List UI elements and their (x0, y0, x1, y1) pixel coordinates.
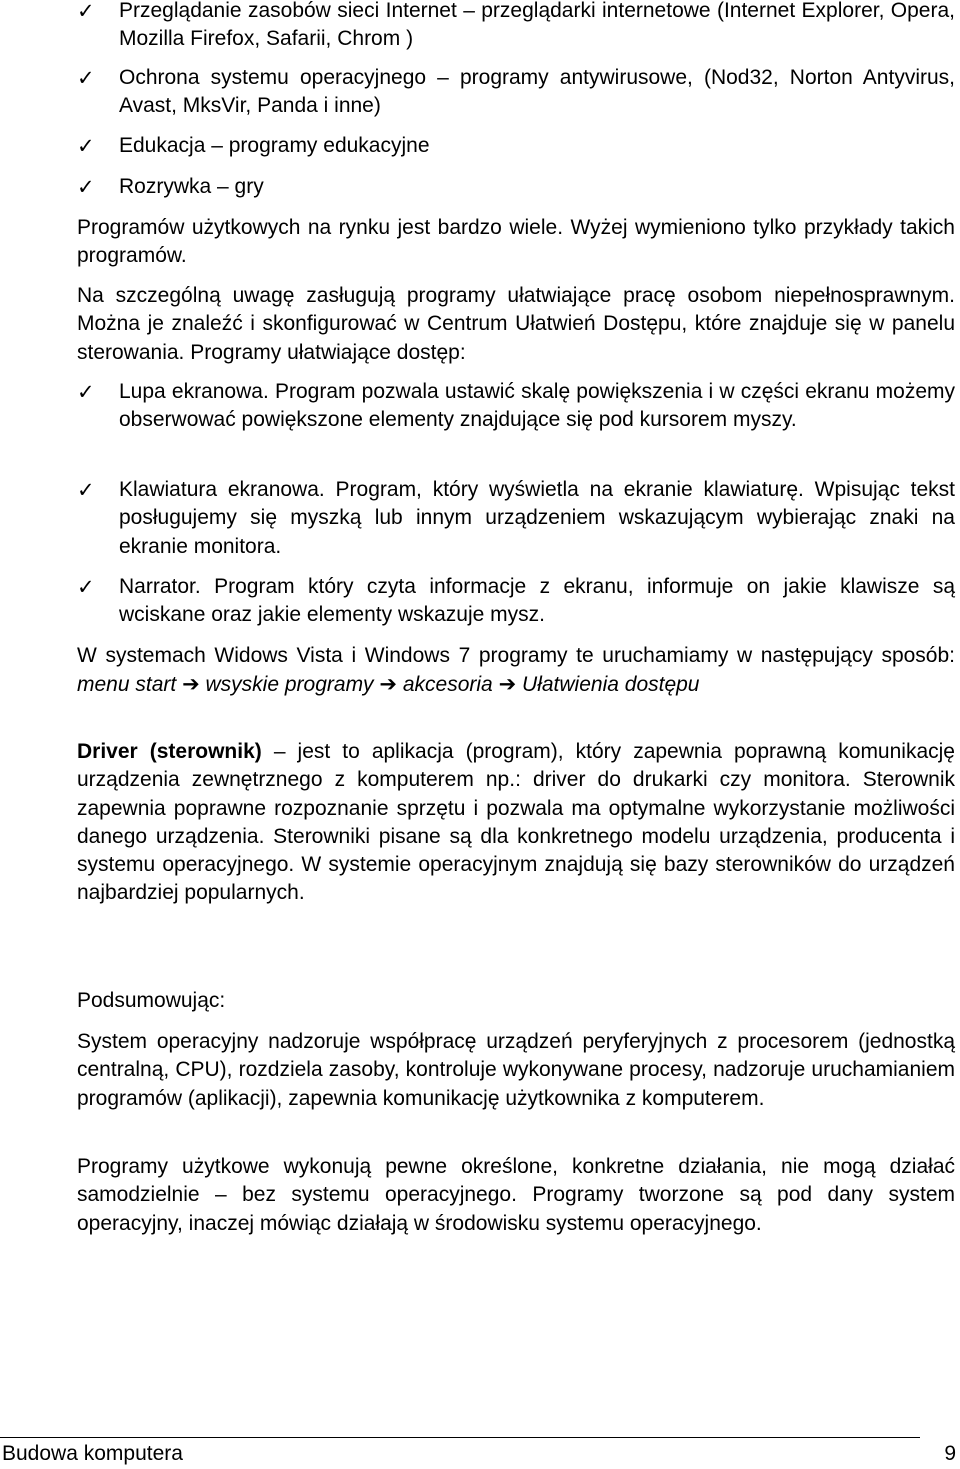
list-item (77, 573, 955, 630)
list-item (77, 132, 955, 160)
windows-path-lead: W systemach Widows Vista i Windows 7 programy te uruchamiamy w następujący sposób: (77, 644, 955, 667)
list-item-text: Edukacja – programy edukacyjne (119, 134, 430, 157)
list-item (77, 0, 955, 54)
footer-title: Budowa komputera (2, 1442, 183, 1465)
page-number: 9 (944, 1442, 956, 1465)
arrow-right-icon: ➔ (182, 672, 200, 697)
driver-definition: – jest to aplikacja (program), który zapewnia poprawną komunikację urządzenia zewnętrznego z komputerem np.: driver do drukarki czy monitora. Sterownik zapewnia poprawne rozpoznanie sprzętu i pozwala ma optymalne wykorzystanie możliwości danego urządzenia. Sterowniki pisane są dla konkretnego modelu urządzenia, producenta i systemu operacyjnego. W systemie operacyjnym znajdują się bazy sterowników do urządzeń najbardziej popularnych. (77, 740, 955, 905)
path-step: akcesoria (402, 673, 493, 697)
paragraph-accessibility: Na szczególną uwagę zasługują programy ułatwiające pracę osobom niepełnosprawnym. Można je znaleźć i skonfigurować w Centrum Ułatwień Dostępu, które znajduje się w panelu sterowania. Programy ułatwiające dostęp: (77, 284, 955, 364)
paragraph-user-programs: Programy użytkowe wykonują pewne określone, konkretne działania, nie mogą działać samodzielnie – bez systemu operacyjnego. Programy tworzone są pod dany system operacyjny, inaczej mówiąc działają w środowisku systemu operacyjnego. (77, 1155, 955, 1235)
checkmark-icon: ✓ (77, 66, 95, 90)
arrow-right-icon: ➔ (498, 672, 517, 697)
arrow-right-icon: ➔ (379, 672, 398, 697)
checkmark-icon: ✓ (77, 175, 95, 199)
footer-divider (0, 1437, 920, 1438)
list-item-text: Narrator. Program który czyta informacje z ekranu, informuje on jakie klawisze są wciskane oraz jakie elementy wskazuje mysz. (119, 575, 955, 627)
paragraph-programs: Programów użytkowych na rynku jest bardzo wiele. Wyżej wymieniono tylko przykłady takich programów. (77, 216, 955, 268)
checkmark-icon: ✓ (77, 380, 95, 404)
checkmark-icon: ✓ (77, 134, 95, 158)
list-item (77, 378, 955, 435)
list-item-text: Lupa ekranowa. Program pozwala ustawić skalę powiększenia i w części ekranu możemy obserwować powiększone elementy znajdujące się pod kursorem myszy. (119, 380, 955, 432)
driver-term: Driver (sterownik) (77, 740, 262, 763)
checkmark-icon: ✓ (77, 478, 95, 502)
list-item-text: Przeglądanie zasobów sieci Internet – przeglądarki internetowe (Internet Explorer, Opera, Mozilla Firefox, Safarii, Chrom ) (119, 0, 955, 51)
list-item (77, 476, 955, 561)
path-step: menu start (77, 673, 177, 697)
paragraph-driver (77, 738, 955, 908)
path-step: wsyskie programy (205, 673, 374, 697)
list-item-text: Ochrona systemu operacyjnego – programy antywirusowe, (Nod32, Norton Antyvirus, Avast, MksVir, Panda i inne) (119, 66, 955, 118)
paragraph-windows-path (77, 642, 955, 700)
list-item (77, 173, 955, 201)
paragraph-summary: System operacyjny nadzoruje współpracę urządzeń peryferyjnych z procesorem (jednostką centralną, CPU), rozdziela zasoby, kontroluje wykonywane procesy, nadzoruje uruchamianiem programów (aplikacji), zapewnia komunikację użytkownika z komputerem. (77, 1030, 955, 1110)
list-item (77, 64, 955, 121)
list-item-text: Rozrywka – gry (119, 175, 264, 198)
summary-heading: Podsumowując: (77, 989, 226, 1012)
path-step: Ułatwienia dostępu (522, 673, 700, 697)
checkmark-icon: ✓ (77, 0, 95, 23)
list-item-text: Klawiatura ekranowa. Program, który wyświetla na ekranie klawiaturę. Wpisując tekst posługujemy się myszką lub innym urządzeniem wskazującym wybierając znaki na ekranie monitora. (119, 478, 955, 558)
checkmark-icon: ✓ (77, 575, 95, 599)
